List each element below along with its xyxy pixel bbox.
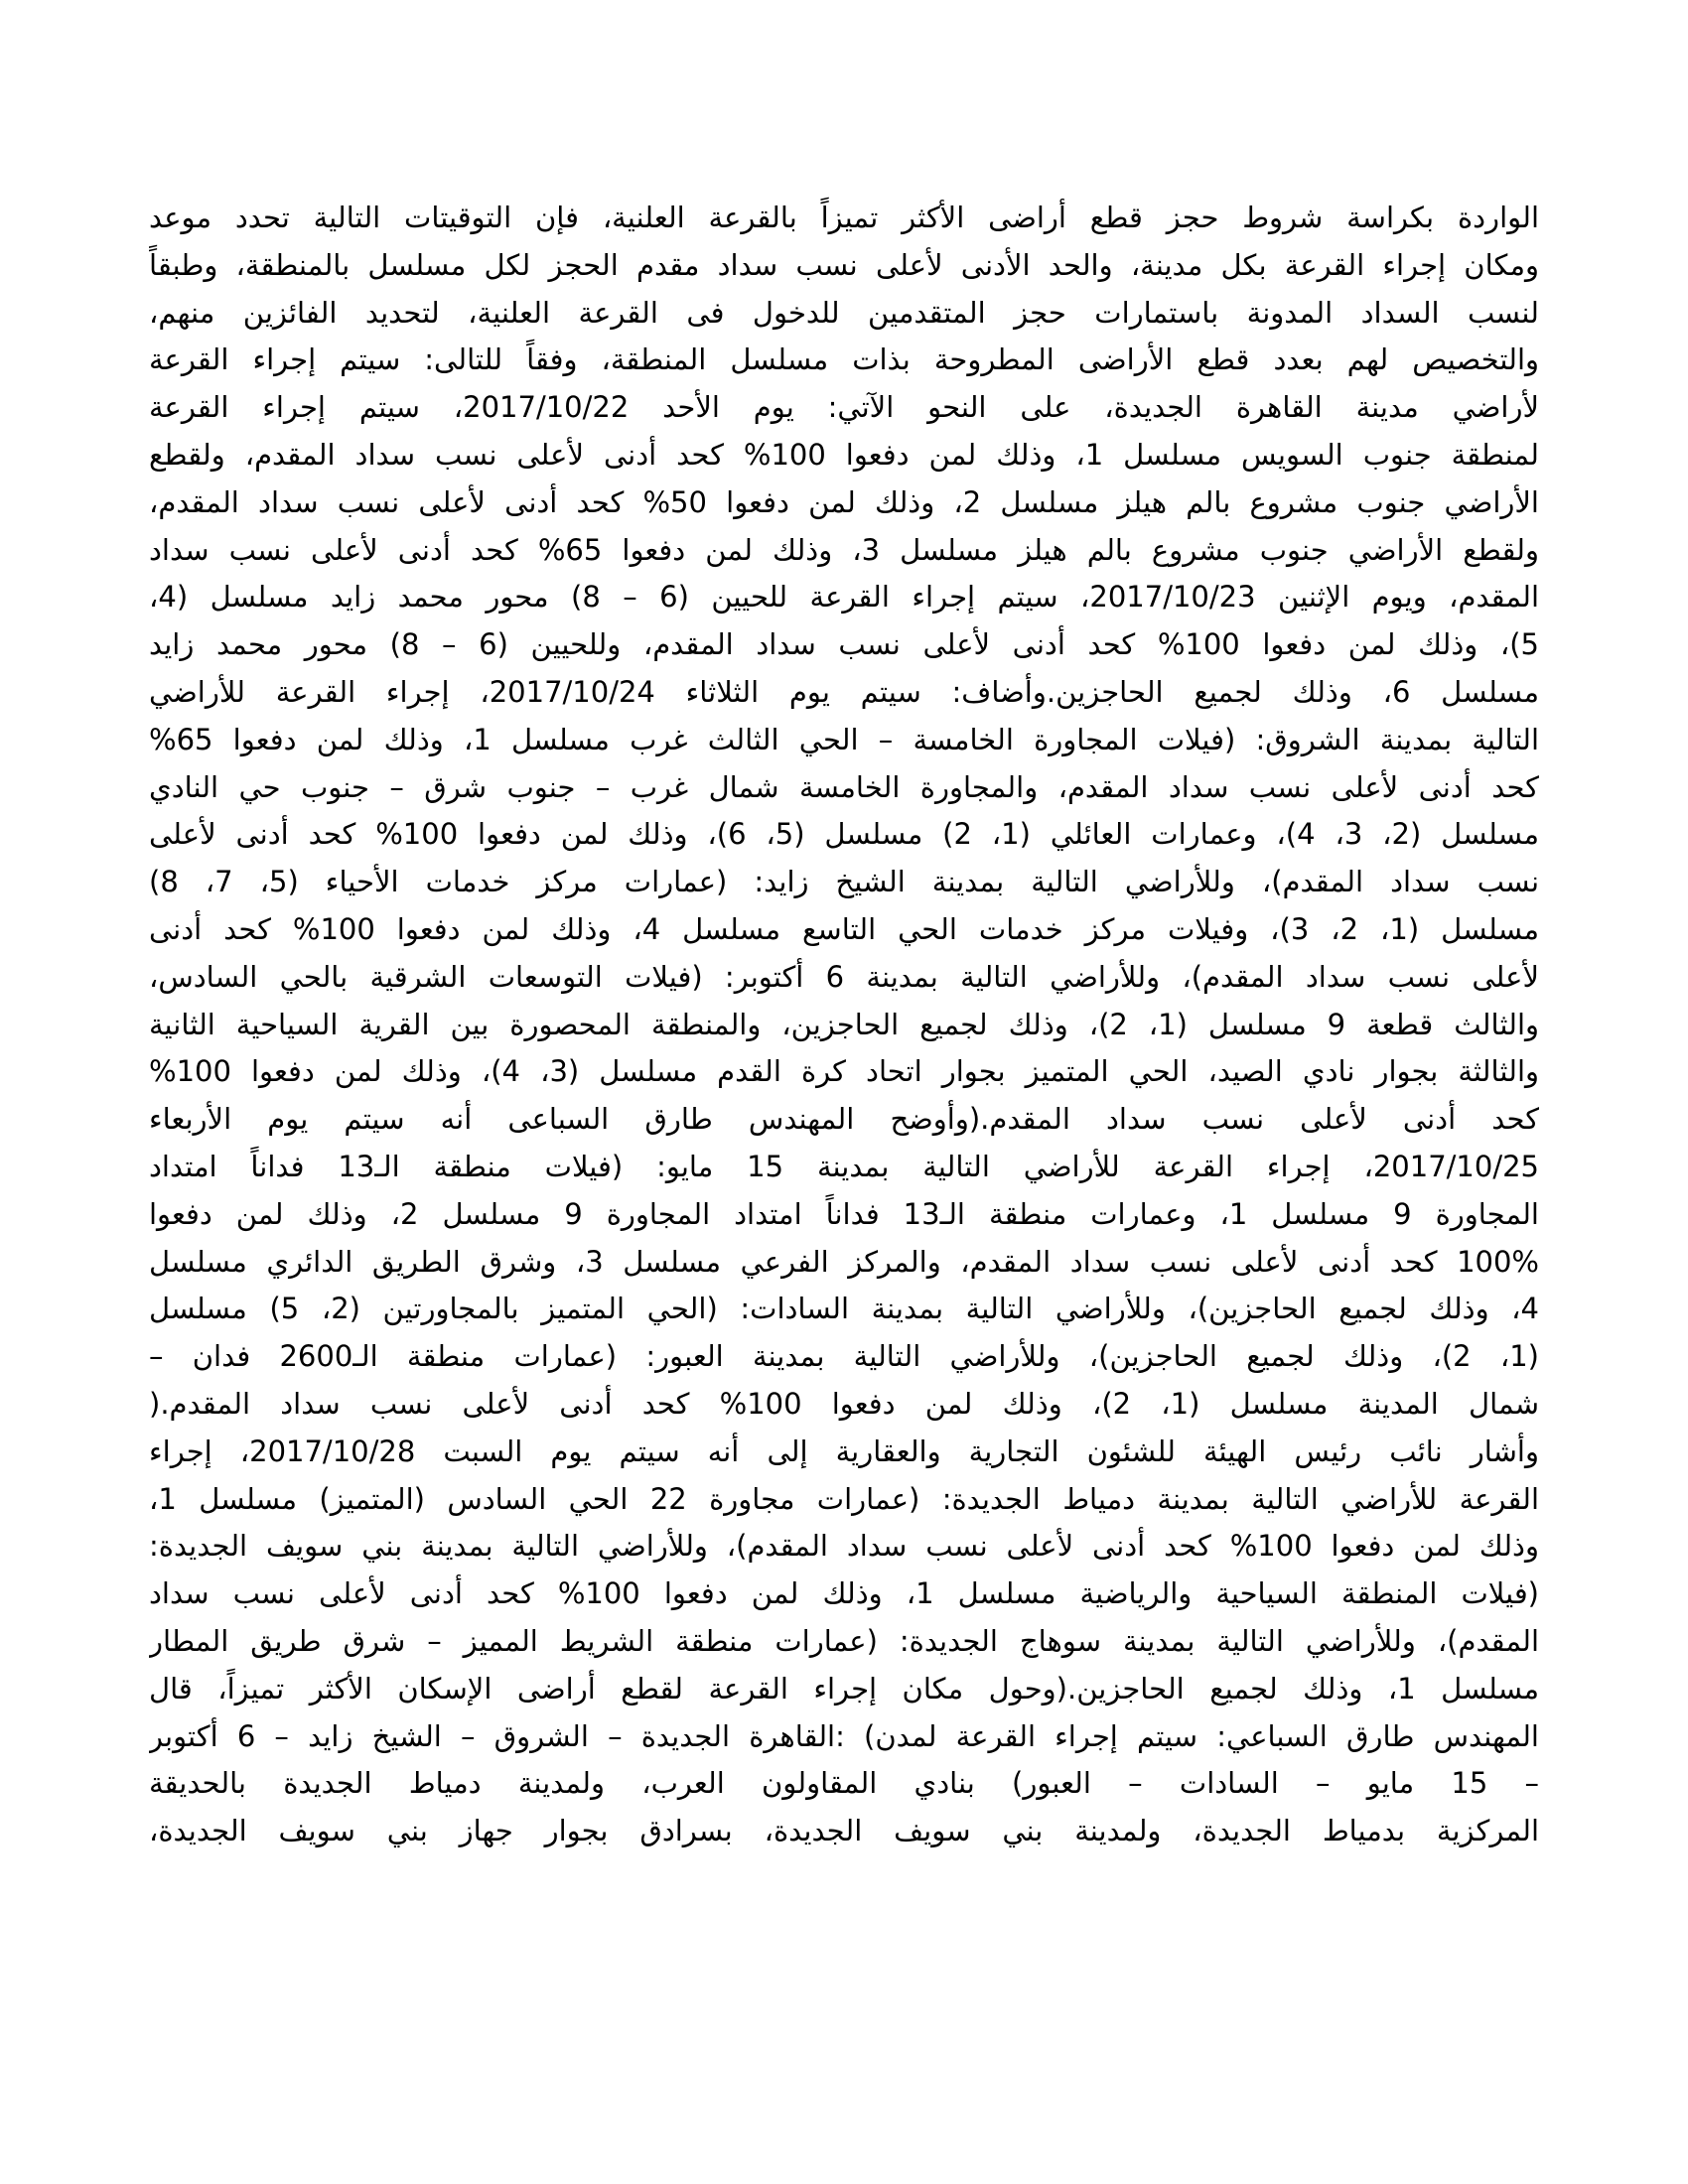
paragraph-line: (فيلات المنطقة السياحية والرياضية مسلسل 1، وذلك لمن دفعوا 100% كحد أدنى لأعلى نسب سداد: [149, 1576, 1539, 1611]
paragraph-line: لأراضي مدينة القاهرة الجديدة، على النحو الآتي: يوم الأحد 2017/10/22، سيتم إجراء القرعة: [149, 390, 1539, 425]
paragraph-line: لنسب السداد المدونة باستمارات حجز المتقدمين للدخول فى القرعة العلنية، لتحديد الفائزين منهم،: [149, 295, 1539, 330]
paragraph-line: مسلسل (1، 2، 3)، وفيلات مركز خدمات الحي التاسع مسلسل 4، وذلك لمن دفعوا 100% كحد أدنى: [149, 911, 1539, 946]
paragraph-line: المركزية بدمياط الجديدة، ولمدينة بني سويف الجديدة، بسرادق بجوار جهاز بني سويف الجديدة،: [149, 1814, 1539, 1848]
paragraph-line: المجاورة 9 مسلسل 1، وعمارات منطقة الـ13 فداناً امتداد المجاورة 9 مسلسل 2، وذلك لمن دفعوا: [149, 1196, 1539, 1231]
paragraph-line: المقدم)، وللأراضي التالية بمدينة سوهاج الجديدة: (عمارات منطقة الشريط المميز – شرق طريق المطار: [149, 1623, 1539, 1658]
paragraph-line: لمنطقة جنوب السويس مسلسل 1، وذلك لمن دفعوا 100% كحد أدنى لأعلى نسب سداد المقدم، ولقطع: [149, 437, 1539, 472]
paragraph-line: الأراضي جنوب مشروع بالم هيلز مسلسل 2، وذلك لمن دفعوا 50% كحد أدنى لأعلى نسب سداد المقدم،: [149, 484, 1539, 519]
paragraph-line: – 15 مايو – السادات – العبور) بنادي المقاولون العرب، ولمدينة دمياط الجديدة بالحديقة: [149, 1766, 1539, 1801]
paragraph-line: 2017/10/25، إجراء القرعة للأراضي التالية بمدينة 15 مايو: (فيلات منطقة الـ13 فداناً امتداد: [149, 1149, 1539, 1183]
paragraph-line: 100% كحد أدنى لأعلى نسب سداد المقدم، والمركز الفرعي مسلسل 3، وشرق الطريق الدائري مسلسل: [149, 1244, 1539, 1279]
paragraph-line: 4، وذلك لجميع الحاجزين)، وللأراضي التالية بمدينة السادات: (الحي المتميز بالمجاورتين (2، 5) مسلسل: [149, 1292, 1539, 1326]
article-body: [149, 195, 1539, 1855]
paragraph-line: كحد أدنى لأعلى نسب سداد المقدم.(وأوضح المهندس طارق السباعى أنه سيتم يوم الأربعاء: [149, 1102, 1539, 1137]
paragraph-line: والثالثة بجوار نادي الصيد، الحي المتميز بجوار اتحاد كرة القدم مسلسل (3، 4)، وذلك لمن دفعوا 100%: [149, 1054, 1539, 1089]
paragraph-line: ولقطع الأراضي جنوب مشروع بالم هيلز مسلسل 3، وذلك لمن دفعوا 65% كحد أدنى لأعلى نسب سداد: [149, 532, 1539, 567]
paragraph-line: وأشار نائب رئيس الهيئة للشئون التجارية والعقارية إلى أنه سيتم يوم السبت 2017/10/28، إجراء: [149, 1433, 1539, 1468]
paragraph-line: الواردة بكراسة شروط حجز قطع أراضى الأكثر تميزاً بالقرعة العلنية، فإن التوقيتات التالية تحدد موعد: [149, 201, 1539, 234]
paragraph-line: شمال المدينة مسلسل (1، 2)، وذلك لمن دفعوا 100% كحد أدنى لأعلى نسب سداد المقدم.(: [149, 1386, 1539, 1421]
paragraph-line: والثالث قطعة 9 مسلسل (1، 2)، وذلك لجميع الحاجزين، والمنطقة المحصورة بين القرية السياحية الثانية: [149, 1007, 1539, 1041]
paragraph-line: مسلسل 1، وذلك لجميع الحاجزين.(وحول مكان إجراء القرعة لقطع أراضى الإسكان الأكثر تميزاً، قال: [149, 1671, 1539, 1706]
paragraph-line: والتخصيص لهم بعدد قطع الأراضى المطروحة بذات مسلسل المنطقة، وفقاً للتالى: سيتم إجراء القرعة: [149, 342, 1539, 377]
paragraph-line: المقدم، ويوم الإثنين 2017/10/23، سيتم إجراء القرعة للحيين (6 – 8) محور محمد زايد مسلسل (4،: [149, 580, 1539, 614]
paragraph-line: التالية بمدينة الشروق: (فيلات المجاورة الخامسة – الحي الثالث غرب مسلسل 1، وذلك لمن دفعوا 65%: [149, 722, 1539, 756]
paragraph-line: نسب سداد المقدم)، وللأراضي التالية بمدينة الشيخ زايد: (عمارات مركز خدمات الأحياء (5، 7، 8): [149, 865, 1539, 899]
paragraph-line: ومكان إجراء القرعة بكل مدينة، والحد الأدنى لأعلى نسب سداد مقدم الحجز لكل مسلسل بالمنطقة، وطبقاً: [149, 247, 1539, 282]
paragraph-line: كحد أدنى لأعلى نسب سداد المقدم، والمجاورة الخامسة شمال غرب – جنوب شرق – جنوب حي النادي: [149, 769, 1539, 804]
paragraph-line: مسلسل 6، وذلك لجميع الحاجزين.وأضاف: سيتم يوم الثلاثاء 2017/10/24، إجراء القرعة للأراضي: [149, 674, 1539, 709]
paragraph-line: (1، 2)، وذلك لجميع الحاجزين)، وللأراضي التالية بمدينة العبور: (عمارات منطقة الـ2600 فدان –: [149, 1339, 1539, 1374]
paragraph-line: لأعلى نسب سداد المقدم)، وللأراضي التالية بمدينة 6 أكتوبر: (فيلات التوسعات الشرقية بالحي السادس،: [149, 959, 1539, 994]
paragraph-line: 5)، وذلك لمن دفعوا 100% كحد أدنى لأعلى نسب سداد المقدم، وللحيين (6 – 8) محور محمد زايد: [149, 627, 1539, 662]
paragraph-line: مسلسل (2، 3، 4)، وعمارات العائلي (1، 2) مسلسل (5، 6)، وذلك لمن دفعوا 100% كحد أدنى لأعلى: [149, 817, 1539, 852]
paragraph-line: وذلك لمن دفعوا 100% كحد أدنى لأعلى نسب سداد المقدم)، وللأراضي التالية بمدينة بني سويف الجديدة:: [149, 1529, 1539, 1564]
paragraph-line: المهندس طارق السباعي: سيتم إجراء القرعة لمدن) :القاهرة الجديدة – الشروق – الشيخ زايد – 6 أكتوبر: [149, 1718, 1539, 1753]
paragraph-line: القرعة للأراضي التالية بمدينة دمياط الجديدة: (عمارات مجاورة 22 الحي السادس (المتميز) مسلسل 1،: [149, 1481, 1539, 1516]
